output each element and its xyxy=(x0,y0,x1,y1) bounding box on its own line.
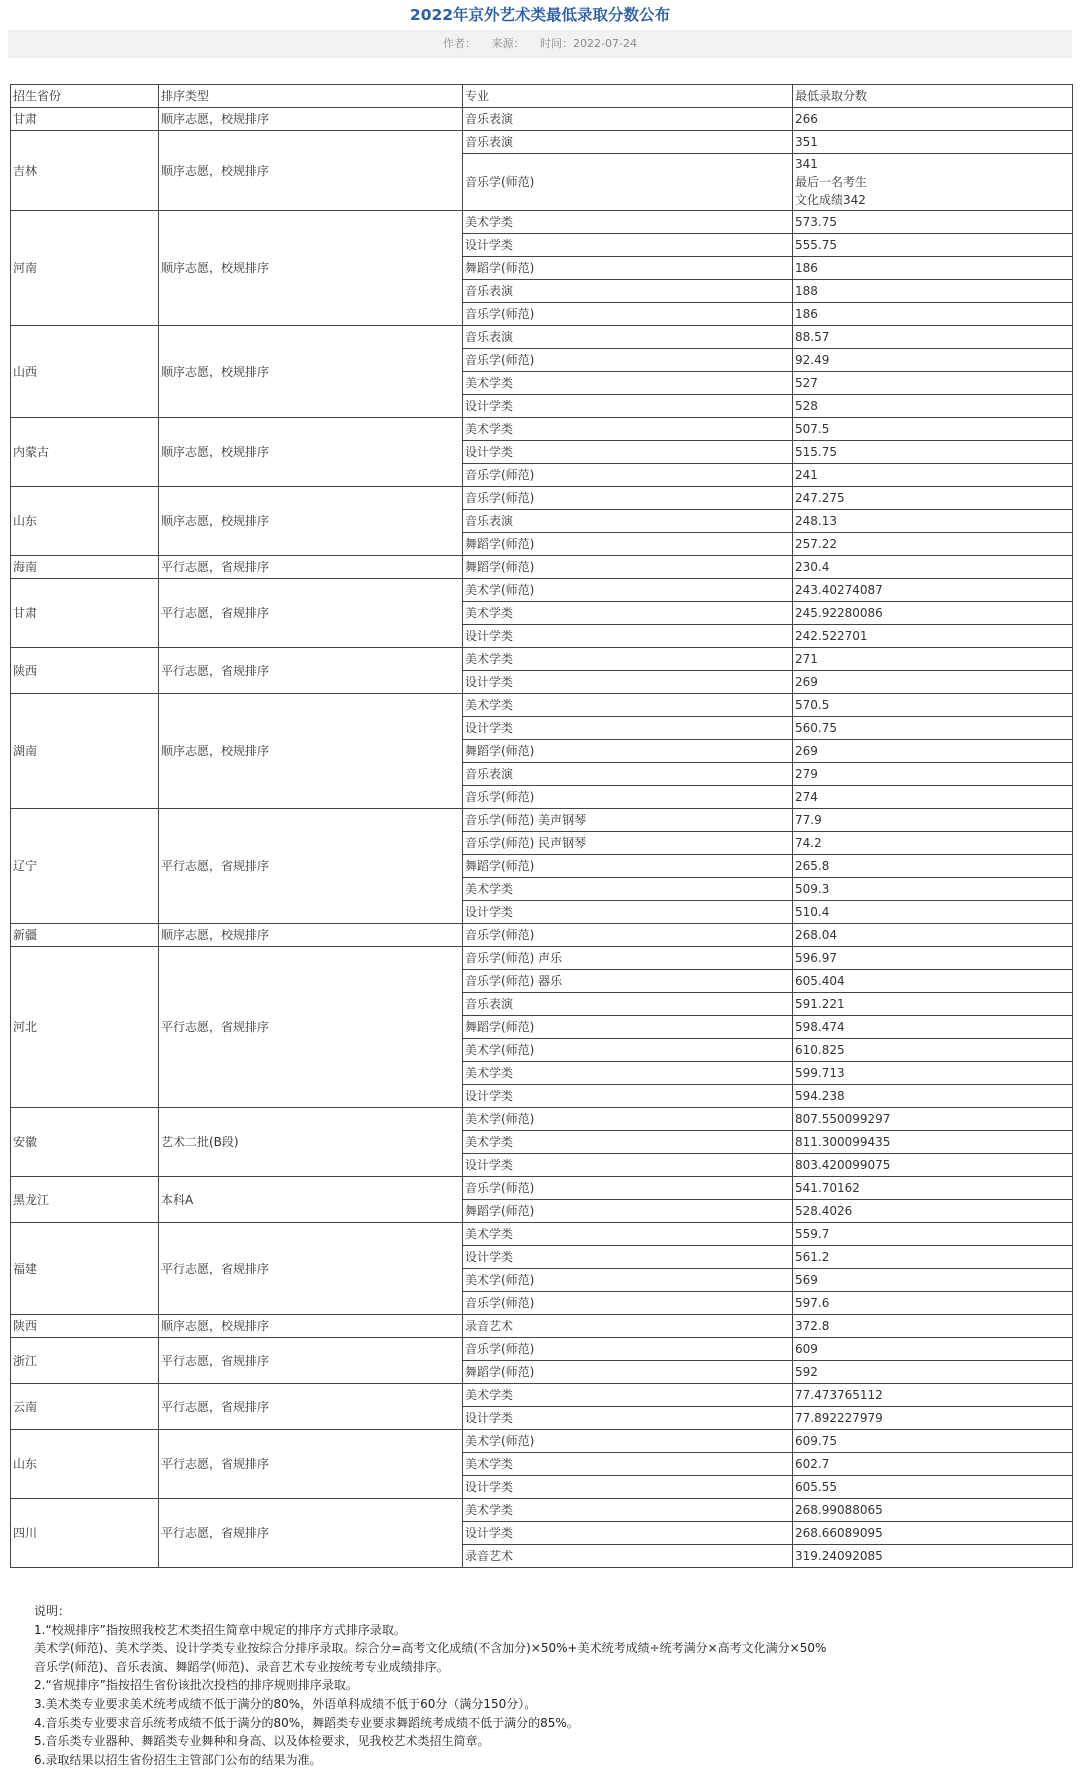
major-cell: 音乐学(师范) xyxy=(463,154,793,211)
score-cell: 610.825 xyxy=(793,1039,1073,1062)
score-cell: 248.13 xyxy=(793,510,1073,533)
note-line: 音乐学(师范)、音乐表演、舞蹈学(师范)、录音艺术专业按统考专业成绩排序。 xyxy=(34,1659,449,1674)
province-cell: 陕西 xyxy=(11,648,159,694)
major-cell: 音乐学(师范) xyxy=(463,303,793,326)
score-cell: 561.2 xyxy=(793,1246,1073,1269)
score-cell: 230.4 xyxy=(793,556,1073,579)
score-cell: 351 xyxy=(793,131,1073,154)
province-cell: 云南 xyxy=(11,1384,159,1430)
major-cell: 美术学类 xyxy=(463,418,793,441)
table-row xyxy=(11,556,1073,579)
major-cell: 设计学类 xyxy=(463,1522,793,1545)
score-cell: 186 xyxy=(793,257,1073,280)
major-cell: 舞蹈学(师范) xyxy=(463,533,793,556)
table-row xyxy=(11,648,1073,671)
major-cell: 音乐学(师范) xyxy=(463,786,793,809)
score-cell: 186 xyxy=(793,303,1073,326)
score-cell: 591.221 xyxy=(793,993,1073,1016)
score-cell: 88.57 xyxy=(793,326,1073,349)
score-cell: 599.713 xyxy=(793,1062,1073,1085)
score-cell: 265.8 xyxy=(793,855,1073,878)
major-cell: 设计学类 xyxy=(463,901,793,924)
sort-type-cell: 平行志愿，省规排序 xyxy=(159,1499,463,1568)
note-line: 1.“校规排序”指按照我校艺术类招生简章中规定的排序方式排序录取。 xyxy=(34,1622,406,1637)
province-cell: 新疆 xyxy=(11,924,159,947)
major-cell: 音乐学(师范) 美声钢琴 xyxy=(463,809,793,832)
major-cell: 音乐学(师范) 声乐 xyxy=(463,947,793,970)
major-cell: 美术学(师范) xyxy=(463,1430,793,1453)
sort-type-cell: 顺序志愿，校规排序 xyxy=(159,131,463,211)
major-cell: 录音艺术 xyxy=(463,1545,793,1568)
score-cell: 541.70162 xyxy=(793,1177,1073,1200)
score-cell: 598.474 xyxy=(793,1016,1073,1039)
score-cell: 257.22 xyxy=(793,533,1073,556)
major-cell: 美术学类 xyxy=(463,878,793,901)
score-cell: 372.8 xyxy=(793,1315,1073,1338)
major-cell: 音乐学(师范) xyxy=(463,1338,793,1361)
score-cell: 245.92280086 xyxy=(793,602,1073,625)
province-cell: 湖南 xyxy=(11,694,159,809)
major-cell: 设计学类 xyxy=(463,1154,793,1177)
author-label: 作者： xyxy=(443,37,477,50)
score-cell: 92.49 xyxy=(793,349,1073,372)
major-cell: 舞蹈学(师范) xyxy=(463,1361,793,1384)
major-cell: 音乐学(师范) xyxy=(463,1177,793,1200)
header-province: 招生省份 xyxy=(11,85,159,108)
major-cell: 设计学类 xyxy=(463,717,793,740)
table-row xyxy=(11,1315,1073,1338)
score-cell: 803.420099075 xyxy=(793,1154,1073,1177)
major-cell: 设计学类 xyxy=(463,1407,793,1430)
table-row xyxy=(11,1384,1073,1407)
score-cell: 811.300099435 xyxy=(793,1131,1073,1154)
major-cell: 音乐学(师范) 民声钢琴 xyxy=(463,832,793,855)
sort-type-cell: 顺序志愿，校规排序 xyxy=(159,487,463,556)
notes-section xyxy=(10,1602,1072,1769)
province-cell: 辽宁 xyxy=(11,809,159,924)
sort-type-cell: 平行志愿，省规排序 xyxy=(159,1430,463,1499)
table-body xyxy=(11,108,1073,1568)
score-cell: 269 xyxy=(793,671,1073,694)
sort-type-cell: 平行志愿，省规排序 xyxy=(159,947,463,1108)
province-cell: 山西 xyxy=(11,326,159,418)
province-cell: 山东 xyxy=(11,487,159,556)
score-cell: 510.4 xyxy=(793,901,1073,924)
major-cell: 美术学类 xyxy=(463,1384,793,1407)
score-cell: 242.522701 xyxy=(793,625,1073,648)
sort-type-cell: 本科A xyxy=(159,1177,463,1223)
score-cell: 528 xyxy=(793,395,1073,418)
score-cell: 570.5 xyxy=(793,694,1073,717)
table-row xyxy=(11,694,1073,717)
major-cell: 设计学类 xyxy=(463,1085,793,1108)
score-cell: 605.55 xyxy=(793,1476,1073,1499)
major-cell: 音乐表演 xyxy=(463,510,793,533)
table-row xyxy=(11,326,1073,349)
score-cell: 592 xyxy=(793,1361,1073,1384)
score-cell: 597.6 xyxy=(793,1292,1073,1315)
major-cell: 美术学类 xyxy=(463,372,793,395)
score-cell: 268.66089095 xyxy=(793,1522,1073,1545)
table-row xyxy=(11,1338,1073,1361)
source-label: 来源： xyxy=(491,37,525,50)
sort-type-cell: 顺序志愿，校规排序 xyxy=(159,326,463,418)
notes-lines xyxy=(10,1621,1072,1770)
major-cell: 音乐学(师范) xyxy=(463,1292,793,1315)
major-cell: 录音艺术 xyxy=(463,1315,793,1338)
score-cell: 569 xyxy=(793,1269,1073,1292)
major-cell: 舞蹈学(师范) xyxy=(463,855,793,878)
province-cell: 河北 xyxy=(11,947,159,1108)
major-cell: 音乐表演 xyxy=(463,108,793,131)
province-cell: 海南 xyxy=(11,556,159,579)
major-cell: 音乐表演 xyxy=(463,131,793,154)
major-cell: 舞蹈学(师范) xyxy=(463,257,793,280)
score-cell: 341 最后一名考生 文化成绩342 xyxy=(793,154,1073,211)
table-row xyxy=(11,1430,1073,1453)
sort-type-cell: 平行志愿，省规排序 xyxy=(159,579,463,648)
major-cell: 设计学类 xyxy=(463,1246,793,1269)
score-cell: 605.404 xyxy=(793,970,1073,993)
province-cell: 山东 xyxy=(11,1430,159,1499)
major-cell: 美术学(师范) xyxy=(463,1269,793,1292)
note-line: 6.录取结果以招生省份招生主管部门公布的结果为准。 xyxy=(34,1752,322,1767)
major-cell: 美术学类 xyxy=(463,1453,793,1476)
table-row xyxy=(11,131,1073,154)
score-cell: 268.99088065 xyxy=(793,1499,1073,1522)
note-line: 2.“省规排序”指按招生省份该批次投档的排序规则排序录取。 xyxy=(34,1678,358,1693)
table-row xyxy=(11,579,1073,602)
major-cell: 美术学(师范) xyxy=(463,1039,793,1062)
sort-type-cell: 平行志愿，省规排序 xyxy=(159,809,463,924)
note-line: 4.音乐类专业要求音乐统考成绩不低于满分的80%，舞蹈类专业要求舞蹈统考成绩不低于满分的85%。 xyxy=(34,1715,579,1730)
major-cell: 设计学类 xyxy=(463,234,793,257)
major-cell: 音乐表演 xyxy=(463,763,793,786)
major-cell: 美术学类 xyxy=(463,694,793,717)
major-cell: 设计学类 xyxy=(463,1476,793,1499)
score-cell: 74.2 xyxy=(793,832,1073,855)
sort-type-cell: 顺序志愿，校规排序 xyxy=(159,1315,463,1338)
score-cell: 555.75 xyxy=(793,234,1073,257)
header-sort-type: 排序类型 xyxy=(159,85,463,108)
sort-type-cell: 平行志愿，省规排序 xyxy=(159,556,463,579)
major-cell: 美术学类 xyxy=(463,648,793,671)
score-cell: 573.75 xyxy=(793,211,1073,234)
score-cell: 609.75 xyxy=(793,1430,1073,1453)
table-header-row xyxy=(11,85,1073,108)
major-cell: 美术学(师范) xyxy=(463,579,793,602)
table-row xyxy=(11,947,1073,970)
score-cell: 77.892227979 xyxy=(793,1407,1073,1430)
score-cell: 247.275 xyxy=(793,487,1073,510)
major-cell: 音乐学(师范) xyxy=(463,464,793,487)
page-title: 2022年京外艺术类最低录取分数公布 xyxy=(409,6,671,24)
table-row xyxy=(11,211,1073,234)
score-cell: 274 xyxy=(793,786,1073,809)
province-cell: 福建 xyxy=(11,1223,159,1315)
score-cell: 509.3 xyxy=(793,878,1073,901)
province-cell: 陕西 xyxy=(11,1315,159,1338)
score-cell: 594.238 xyxy=(793,1085,1073,1108)
table-row xyxy=(11,809,1073,832)
major-cell: 舞蹈学(师范) xyxy=(463,1200,793,1223)
table-row xyxy=(11,418,1073,441)
major-cell: 美术学类 xyxy=(463,602,793,625)
score-cell: 269 xyxy=(793,740,1073,763)
score-cell: 527 xyxy=(793,372,1073,395)
notes-heading: 说明： xyxy=(34,1604,71,1618)
table-row xyxy=(11,924,1073,947)
table-row xyxy=(11,1108,1073,1131)
publish-time: 时间：2022-07-24 xyxy=(540,37,637,50)
major-cell: 美术学类 xyxy=(463,211,793,234)
major-cell: 美术学类 xyxy=(463,1223,793,1246)
score-cell: 515.75 xyxy=(793,441,1073,464)
major-cell: 设计学类 xyxy=(463,625,793,648)
header-min-score: 最低录取分数 xyxy=(793,85,1073,108)
sort-type-cell: 顺序志愿，校规排序 xyxy=(159,108,463,131)
sort-type-cell: 艺术二批(B段) xyxy=(159,1108,463,1177)
header-major: 专业 xyxy=(463,85,793,108)
sort-type-cell: 平行志愿，省规排序 xyxy=(159,648,463,694)
province-cell: 四川 xyxy=(11,1499,159,1568)
score-cell: 609 xyxy=(793,1338,1073,1361)
score-cell: 77.473765112 xyxy=(793,1384,1073,1407)
score-cell: 271 xyxy=(793,648,1073,671)
table-row xyxy=(11,1223,1073,1246)
score-cell: 319.24092085 xyxy=(793,1545,1073,1568)
table-row xyxy=(11,487,1073,510)
sort-type-cell: 顺序志愿，校规排序 xyxy=(159,211,463,326)
province-cell: 浙江 xyxy=(11,1338,159,1384)
note-line: 3.美术类专业要求美术统考成绩不低于满分的80%，外语单科成绩不低于60分（满分150分）。 xyxy=(34,1696,537,1711)
province-cell: 内蒙古 xyxy=(11,418,159,487)
score-cell: 279 xyxy=(793,763,1073,786)
major-cell: 美术学(师范) xyxy=(463,1108,793,1131)
major-cell: 舞蹈学(师范) xyxy=(463,1016,793,1039)
major-cell: 音乐学(师范) xyxy=(463,487,793,510)
score-cell: 596.97 xyxy=(793,947,1073,970)
major-cell: 美术学类 xyxy=(463,1131,793,1154)
note-line: 5.音乐类专业器种、舞蹈类专业舞种和身高、以及体检要求，见我校艺术类招生简章。 xyxy=(34,1734,490,1749)
sort-type-cell: 平行志愿，省规排序 xyxy=(159,1338,463,1384)
province-cell: 安徽 xyxy=(11,1108,159,1177)
sort-type-cell: 顺序志愿，校规排序 xyxy=(159,694,463,809)
major-cell: 舞蹈学(师范) xyxy=(463,556,793,579)
score-cell: 266 xyxy=(793,108,1073,131)
score-cell: 560.75 xyxy=(793,717,1073,740)
score-cell: 268.04 xyxy=(793,924,1073,947)
score-cell: 241 xyxy=(793,464,1073,487)
major-cell: 美术学类 xyxy=(463,1062,793,1085)
major-cell: 音乐表演 xyxy=(463,280,793,303)
score-cell: 602.7 xyxy=(793,1453,1073,1476)
major-cell: 舞蹈学(师范) xyxy=(463,740,793,763)
table-row xyxy=(11,108,1073,131)
table-row xyxy=(11,1177,1073,1200)
score-table-container xyxy=(10,84,1072,1568)
note-line: 美术学(师范)、美术学类、设计学类专业按综合分排序录取。综合分=高考文化成绩(不含加分)×50%+美术统考成绩÷统考满分×高考文化满分×50% xyxy=(34,1641,827,1656)
major-cell: 美术学类 xyxy=(463,1499,793,1522)
article-meta xyxy=(8,30,1072,58)
major-cell: 音乐学(师范) xyxy=(463,349,793,372)
score-table xyxy=(10,84,1073,1568)
major-cell: 音乐表演 xyxy=(463,993,793,1016)
major-cell: 设计学类 xyxy=(463,671,793,694)
score-cell: 528.4026 xyxy=(793,1200,1073,1223)
score-cell: 77.9 xyxy=(793,809,1073,832)
province-cell: 甘肃 xyxy=(11,108,159,131)
province-cell: 河南 xyxy=(11,211,159,326)
province-cell: 黑龙江 xyxy=(11,1177,159,1223)
score-cell: 807.550099297 xyxy=(793,1108,1073,1131)
province-cell: 吉林 xyxy=(11,131,159,211)
score-cell: 507.5 xyxy=(793,418,1073,441)
sort-type-cell: 顺序志愿，校规排序 xyxy=(159,418,463,487)
sort-type-cell: 平行志愿，省规排序 xyxy=(159,1384,463,1430)
sort-type-cell: 顺序志愿，校规排序 xyxy=(159,924,463,947)
major-cell: 设计学类 xyxy=(463,395,793,418)
province-cell: 甘肃 xyxy=(11,579,159,648)
sort-type-cell: 平行志愿，省规排序 xyxy=(159,1223,463,1315)
score-cell: 243.40274087 xyxy=(793,579,1073,602)
major-cell: 音乐学(师范) 器乐 xyxy=(463,970,793,993)
score-cell: 559.7 xyxy=(793,1223,1073,1246)
major-cell: 音乐学(师范) xyxy=(463,924,793,947)
major-cell: 音乐表演 xyxy=(463,326,793,349)
major-cell: 设计学类 xyxy=(463,441,793,464)
table-row xyxy=(11,1499,1073,1522)
score-cell: 188 xyxy=(793,280,1073,303)
